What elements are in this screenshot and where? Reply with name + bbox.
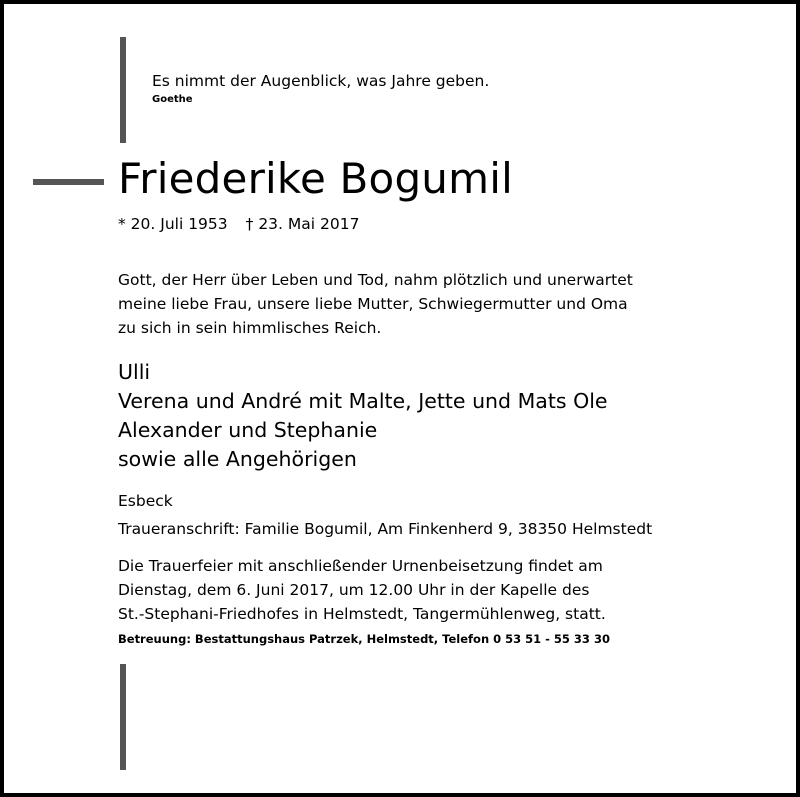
- message-line: Gott, der Herr über Leben und Tod, nahm plötzlich und unerwartet: [118, 271, 633, 289]
- decorative-bar-top: [120, 37, 126, 143]
- funeral-home-info: Betreuung: Bestattungshaus Patrzek, Helmstedt, Telefon 0 53 51 - 55 33 30: [118, 632, 610, 646]
- ceremony-line: Die Trauerfeier mit anschließender Urnenbeisetzung findet am: [118, 557, 603, 575]
- mourners-list: [118, 358, 608, 474]
- mourner-line: Alexander und Stephanie: [118, 418, 378, 442]
- message-line: meine liebe Frau, unsere liebe Mutter, Schwiegermutter und Oma: [118, 295, 628, 313]
- mourner-line: Verena und André mit Malte, Jette und Mats Ole: [118, 389, 608, 413]
- ceremony-line: Dienstag, dem 6. Juni 2017, um 12.00 Uhr in der Kapelle des: [118, 581, 590, 599]
- decorative-bar-name: [33, 179, 104, 185]
- mourner-line: sowie alle Angehörigen: [118, 447, 357, 471]
- life-dates: [118, 217, 359, 233]
- birth-date: * 20. Juli 1953: [118, 215, 228, 233]
- announcement-message: [118, 268, 633, 340]
- message-line: zu sich in sein himmlisches Reich.: [118, 319, 382, 337]
- ceremony-line: St.-Stephani-Friedhofes in Helmstedt, Tangermühlenweg, statt.: [118, 605, 606, 623]
- place-name: Esbeck: [118, 492, 173, 510]
- mourning-address: Traueranschrift: Familie Bogumil, Am Finkenherd 9, 38350 Helmstedt: [118, 520, 653, 538]
- quote-author: Goethe: [152, 94, 193, 105]
- deceased-name: Friederike Bogumil: [118, 154, 513, 203]
- death-date: † 23. Mai 2017: [245, 215, 360, 233]
- mourner-line: Ulli: [118, 360, 151, 384]
- decorative-bar-bottom: [120, 664, 126, 770]
- funeral-ceremony-info: [118, 554, 606, 626]
- quote-text: Es nimmt der Augenblick, was Jahre geben.: [152, 72, 490, 90]
